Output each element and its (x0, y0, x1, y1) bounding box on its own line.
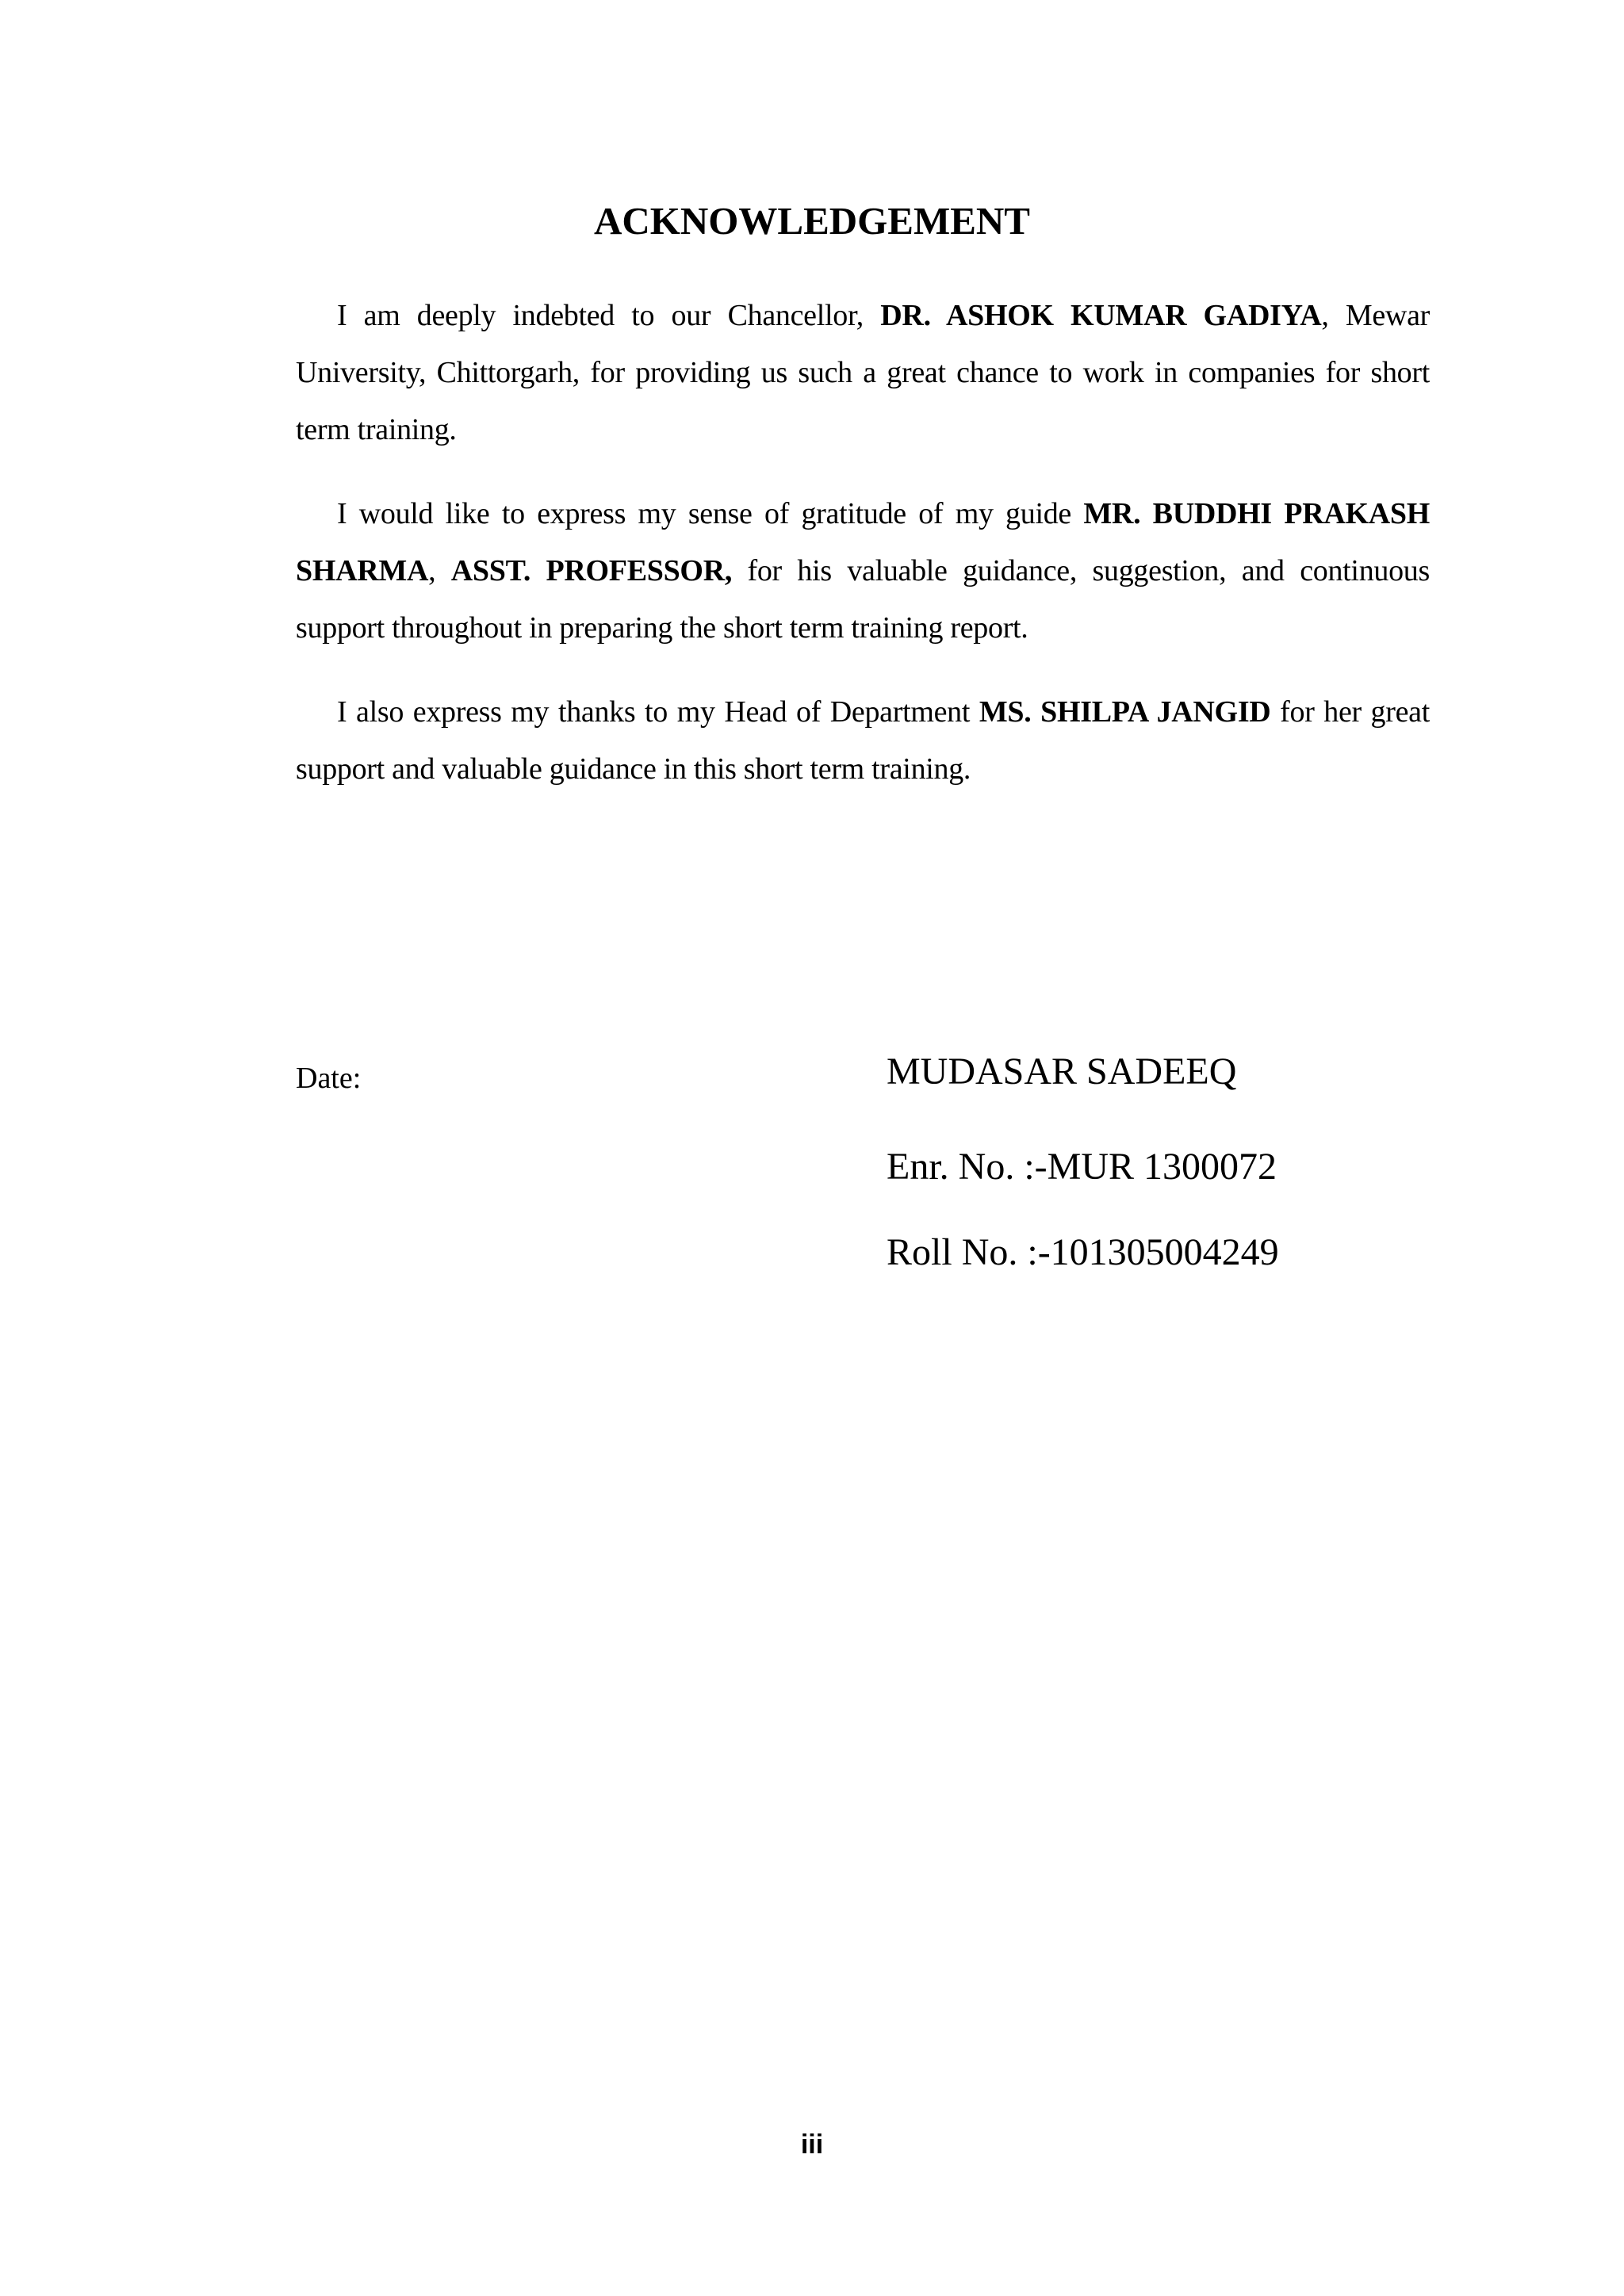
paragraph-text: for her great support and valuable guidance in this short term training. (296, 695, 1430, 786)
guide-name: MR. BUDDHI PRAKASH SHARMA (296, 497, 1430, 587)
page-number: iii (800, 2130, 824, 2160)
paragraph-text: I also express my thanks to my Head of Department (337, 695, 979, 729)
chancellor-name: DR. ASHOK KUMAR GADIYA (880, 299, 1322, 332)
paragraph-chancellor (296, 287, 1430, 458)
paragraph-hod (296, 683, 1430, 798)
paragraph-guide (296, 485, 1430, 656)
paragraph-text: , Mewar University, Chittorgarh, for providing us such a great chance to work in companies for short term training. (296, 299, 1430, 446)
paragraph-text: I am deeply indebted to our Chancellor, (337, 299, 881, 332)
page-title: ACKNOWLEDGEMENT (594, 199, 1030, 243)
paragraph-text: I would like to express my sense of gratitude of my guide (337, 497, 1084, 530)
date-label: Date: (296, 1062, 362, 1095)
roll-number: Roll No. :-101305004249 (887, 1231, 1279, 1273)
guide-title: ASST. PROFESSOR, (450, 554, 733, 587)
paragraph-text: for his valuable guidance, suggestion, and continuous support throughout in preparing the short term training report. (296, 554, 1430, 645)
paragraph-text: , (428, 554, 451, 587)
hod-name: MS. SHILPA JANGID (979, 695, 1271, 729)
enrollment-number: Enr. No. :-MUR 1300072 (887, 1146, 1277, 1188)
signatory-name: MUDASAR SADEEQ (887, 1050, 1237, 1093)
